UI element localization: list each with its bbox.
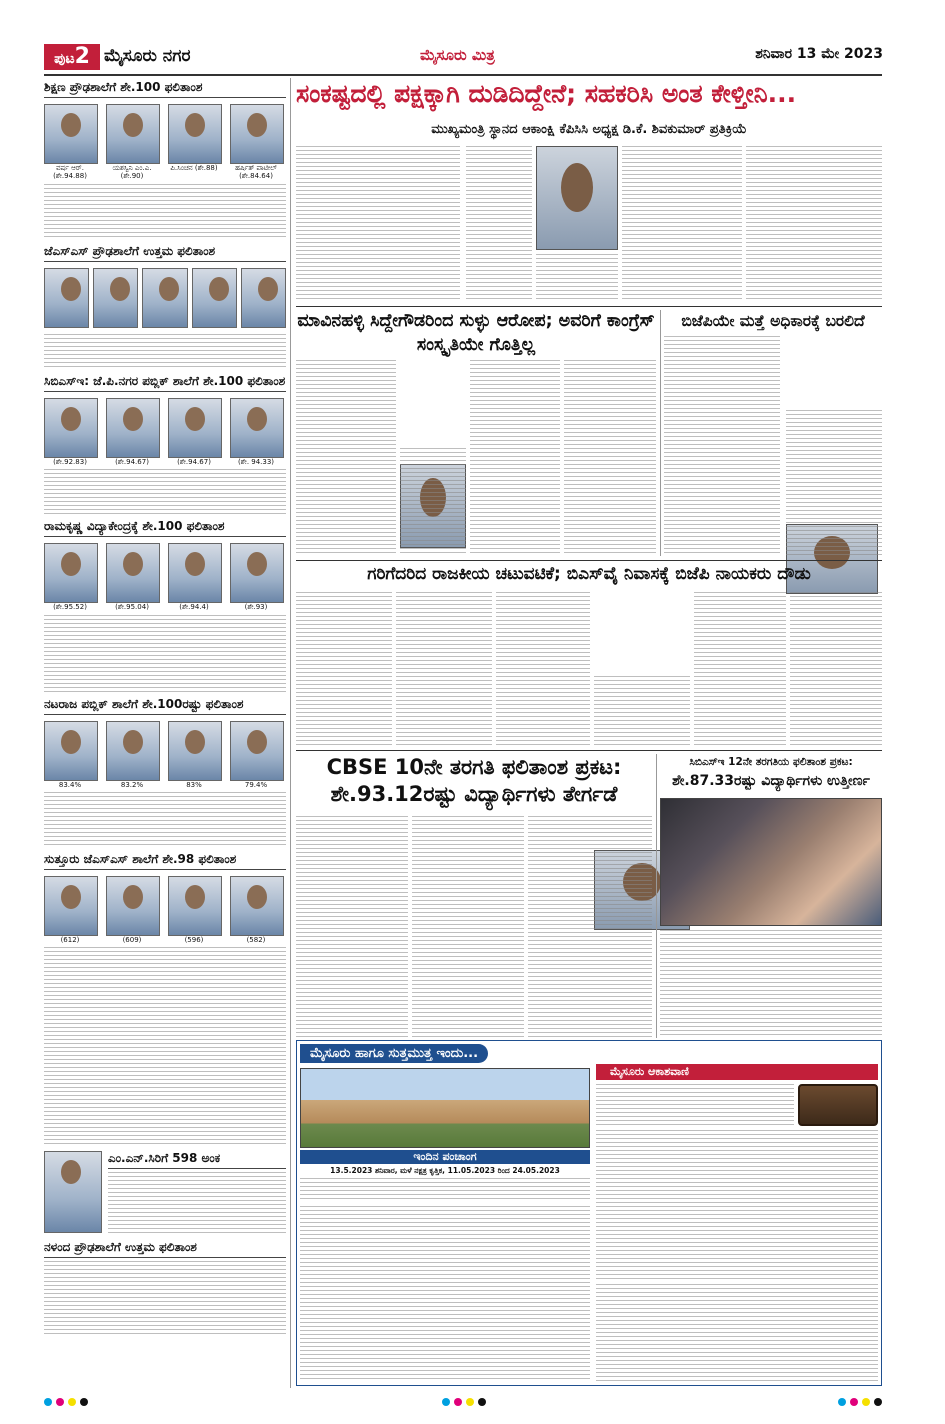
section-suttur [44,852,286,1147]
section-jss [44,244,286,370]
registration-marks-left [44,1398,88,1406]
section-shikshana [44,80,286,240]
student-photo [106,721,160,781]
photo-caption: 83% [186,780,202,789]
radio-title: ಮೈಸೂರು ಆಕಾಶವಾಣಿ [596,1064,878,1080]
student-photo [44,398,98,458]
student-photo [168,721,222,781]
photo-row [44,268,286,328]
photo-caption: (596) [184,935,204,944]
student-photo [44,268,89,328]
article-body [44,947,286,1147]
section-ramakrishna [44,519,286,692]
rule [296,306,882,307]
article-body [44,1261,286,1337]
edition-date: ಶನಿವಾರ 13 ಮೇ 2023 [755,46,883,62]
student-photo [230,104,284,164]
photo-caption: ವರ್ಷ ಆರ್. (ಶೇ.94.88) [53,164,87,181]
lead-body-col4 [622,146,742,302]
photo-row [44,398,286,466]
panchanga-line: 13.5.2023 ಶನಿವಾರ, ಮಳೆ ನಕ್ಷತ್ರ ಕೃತ್ತಿಕ, 11.05.2023 ರಿಂದ 24.05.2023 [330,1166,560,1175]
student-photo [230,721,284,781]
story4-body-col2 [396,592,492,746]
student-photo [106,398,160,458]
lead-body-col1 [296,146,460,302]
student-photo [44,543,98,603]
mysore-palace-image [300,1068,590,1148]
shivakumar-photo [536,146,618,250]
section-title: ಎಂ.ಎನ್.ಸಿರಿಗೆ 598 ಅಂಕ [108,1151,286,1169]
article-body [108,1172,286,1234]
celebrating-students-photo [660,798,882,926]
story3-body-col2 [786,410,882,556]
rule [296,750,882,751]
left-column [44,80,286,1337]
lead-body-col2 [466,146,532,302]
student-photo [168,543,222,603]
photo-caption: (582) [246,935,266,944]
photo-caption: 79.4% [244,780,268,789]
section-title: ಶಿಕ್ಷಣ ಪ್ರೌಢಶಾಲೆಗೆ ಶೇ.100 ಫಲಿತಾಂಶ [44,80,286,98]
cbse10-body-col1 [296,816,408,1038]
story4-body-col6 [790,592,882,746]
section-title: ನಟರಾಜ ಪಬ್ಲಿಕ್ ಶಾಲೆಗೆ ಶೇ.100ರಷ್ಟು ಫಲಿತಾಂಶ [44,697,286,715]
lead-body-col3 [536,254,618,302]
photo-row [44,876,286,944]
section-nataraja [44,697,286,848]
cbse12-headline [660,756,882,789]
student-photo [192,268,237,328]
section-title: ಜೆಎಸ್‌ಎಸ್ ಪ್ರೌಢಶಾಲೆಗೆ ಉತ್ತಮ ಫಲಿತಾಂಶ [44,244,286,262]
article-body [44,469,286,515]
student-photo [106,876,160,936]
article-body [44,615,286,693]
story2-body-col3 [470,360,560,556]
page-number-badge [44,44,100,70]
panchanga-body [300,1178,590,1202]
photo-row [44,104,286,181]
photo-caption: (ಶೇ.94.67) [177,457,211,466]
photo-caption: (ಶೇ.94.67) [115,457,149,466]
story2-body-col1 [296,360,396,556]
cbse10-body-col2 [412,816,524,1038]
article-body [44,334,286,370]
photo-caption: ಯಶಸ್ವಿನಿ ಎಂ.ಎ. (ಶೇ.90) [112,164,152,181]
cbse12-headline-line1: ಸಿಬಿಎಸ್‌ಇ 12ನೇ ತರಗತಿಯ ಫಲಿತಾಂಶ ಪ್ರಕಟ: [689,756,853,768]
radio-schedule [596,1130,878,1280]
section-title: ರಾಮಕೃಷ್ಣ ವಿದ್ಯಾಕೇಂದ್ರಕ್ಕೆ ಶೇ.100 ಫಲಿತಾಂಶ [44,519,286,537]
events-title: ಮೈಸೂರು ಹಾಗೂ ಸುತ್ತಮುತ್ತ ಇಂದು... [300,1044,488,1063]
lead-subhead: ಮುಖ್ಯಮಂತ್ರಿ ಸ್ಥಾನದ ಆಕಾಂಕ್ಷಿ ಕೆಪಿಸಿಸಿ ಅಧ್ಯಕ್ಷ ಡಿ.ಕೆ. ಶಿವಕುಮಾರ್ ಪ್ರತಿಕ್ರಿಯೆ [431,122,747,137]
rule [296,560,882,561]
panchanga-title: ಇಂದಿನ ಪಂಚಾಂಗ [300,1150,590,1164]
student-photo [230,876,284,936]
student-photo [142,268,187,328]
story3-headline: ಬಿಜೆಪಿಯೇ ಮತ್ತೆ ಅಧಿಕಾರಕ್ಕೆ ಬರಲಿದೆ [681,312,865,330]
section-title: ಸಿಬಿಎಸ್‌ಇ: ಜೆ.ಪಿ.ನಗರ ಪಬ್ಲಿಕ್ ಶಾಲೆಗೆ ಶೇ.100 ಫಲಿತಾಂಶ [44,374,286,392]
events-list [300,1206,590,1382]
photo-caption: (612) [60,935,80,944]
student-photo [44,721,98,781]
photo-row [44,721,286,789]
story3-body-col1 [664,336,780,556]
student-photo [230,398,284,458]
student-photo [106,104,160,164]
registration-marks-right [838,1398,882,1406]
divider [660,310,661,556]
story2-body-col2 [400,448,466,556]
photo-caption: 83.2% [120,780,144,789]
photo-caption: (ಶೇ.92.83) [53,457,87,466]
lead-body-col5 [746,146,882,302]
student-photo [44,1151,102,1233]
section-title: ನಳಂದ ಪ್ರೌಢಶಾಲೆಗೆ ಉತ್ತಮ ಫಲಿತಾಂಶ [44,1240,286,1258]
photo-caption: ಪಿ.ಸಿಂಚನ (ಶೇ.88) [170,164,218,172]
header-rule [44,74,882,76]
page-label: ಪುಟ [54,51,75,67]
student-photo [168,876,222,936]
story4-body-col5 [694,592,786,746]
story4-body-col3 [496,592,590,746]
registration-marks-center [442,1398,486,1406]
photo-row [44,543,286,611]
cbse10-headline [296,754,652,809]
section-jp-nagar [44,374,286,515]
photo-caption: (ಶೇ.95.52) [53,603,87,612]
cbse12-headline-line2: ಶೇ.87.33ರಷ್ಟು ವಿದ್ಯಾರ್ಥಿಗಳು ಉತ್ತೀರ್ಣ [672,773,870,789]
cbse10-headline-line2: ಶೇ.93.12ರಷ್ಟು ವಿದ್ಯಾರ್ಥಿಗಳು ತೇರ್ಗಡೆ [330,782,618,807]
photo-caption: (ಶೇ.93) [244,603,268,612]
student-photo [44,876,98,936]
student-photo [44,104,98,164]
section-title: ಸುತ್ತೂರು ಜೆಎಸ್‌ಎಸ್ ಶಾಲೆಗೆ ಶೇ.98 ಫಲಿತಾಂಶ [44,852,286,870]
student-photo [106,543,160,603]
radio-schedule-top [596,1084,794,1126]
student-photo [168,398,222,458]
section-nalanda [44,1240,286,1337]
photo-caption: (ಶೇ.95.04) [115,603,149,612]
student-photo [168,104,222,164]
photo-caption: 83.4% [58,780,82,789]
divider [656,754,657,1038]
student-photo [230,543,284,603]
student-photo [93,268,138,328]
cbse10-headline-line1: CBSE 10ನೇ ತರಗತಿ ಫಲಿತಾಂಶ ಪ್ರಕಟ: [326,755,622,779]
lead-headline: ಸಂಕಷ್ಟದಲ್ಲಿ ಪಕ್ಷಕ್ಕಾಗಿ ದುಡಿದಿದ್ದೇನೆ; ಸಹಕರಿಸಿ ಅಂತ ಕೇಳ್ತೀನಿ... [296,79,797,108]
story4-body-col4 [594,676,690,746]
story4-body-col1 [296,592,392,746]
photo-caption: (ಶೇ.94.4) [179,603,209,612]
photo-caption: ಹರ್ಷಿತ್ ಪಾಟೀಲ್ (ಶೇ.84.64) [235,164,277,181]
photo-caption: (ಶೇ. 94.33) [237,457,275,466]
story2-body-col4 [564,360,656,556]
cbse10-body-col3 [528,816,652,1038]
cbse12-body [660,930,882,1038]
article-body [44,184,286,240]
student-photo [241,268,286,328]
story2-headline: ಮಾವಿನಹಳ್ಳಿ ಸಿದ್ದೇಗೌಡರಿಂದ ಸುಳ್ಳು ಆರೋಪ; ಅವರಿಗೆ ಕಾಂಗ್ರೆಸ್ ಸಂಸ್ಕೃತಿಯೇ ಗೊತ್ತಿಲ್ಲ [297,311,655,355]
page-number: 2 [74,44,90,69]
column-divider [290,78,291,1388]
paper-name: ಮೈಸೂರು ಮಿತ್ರ [420,46,495,64]
photo-caption: (609) [122,935,142,944]
section-siri [44,1151,286,1234]
section-title: ಮೈಸೂರು ನಗರ [104,46,191,66]
events-list-right [596,1284,878,1382]
radio-icon [798,1084,878,1126]
article-body [44,792,286,848]
story4-headline: ಗರಿಗೆದರಿದ ರಾಜಕೀಯ ಚಟುವಟಿಕೆ; ಬಿಎಸ್‌ವೈ ನಿವಾಸಕ್ಕೆ ಬಿಜೆಪಿ ನಾಯಕರು ದೌಡು [367,564,811,584]
